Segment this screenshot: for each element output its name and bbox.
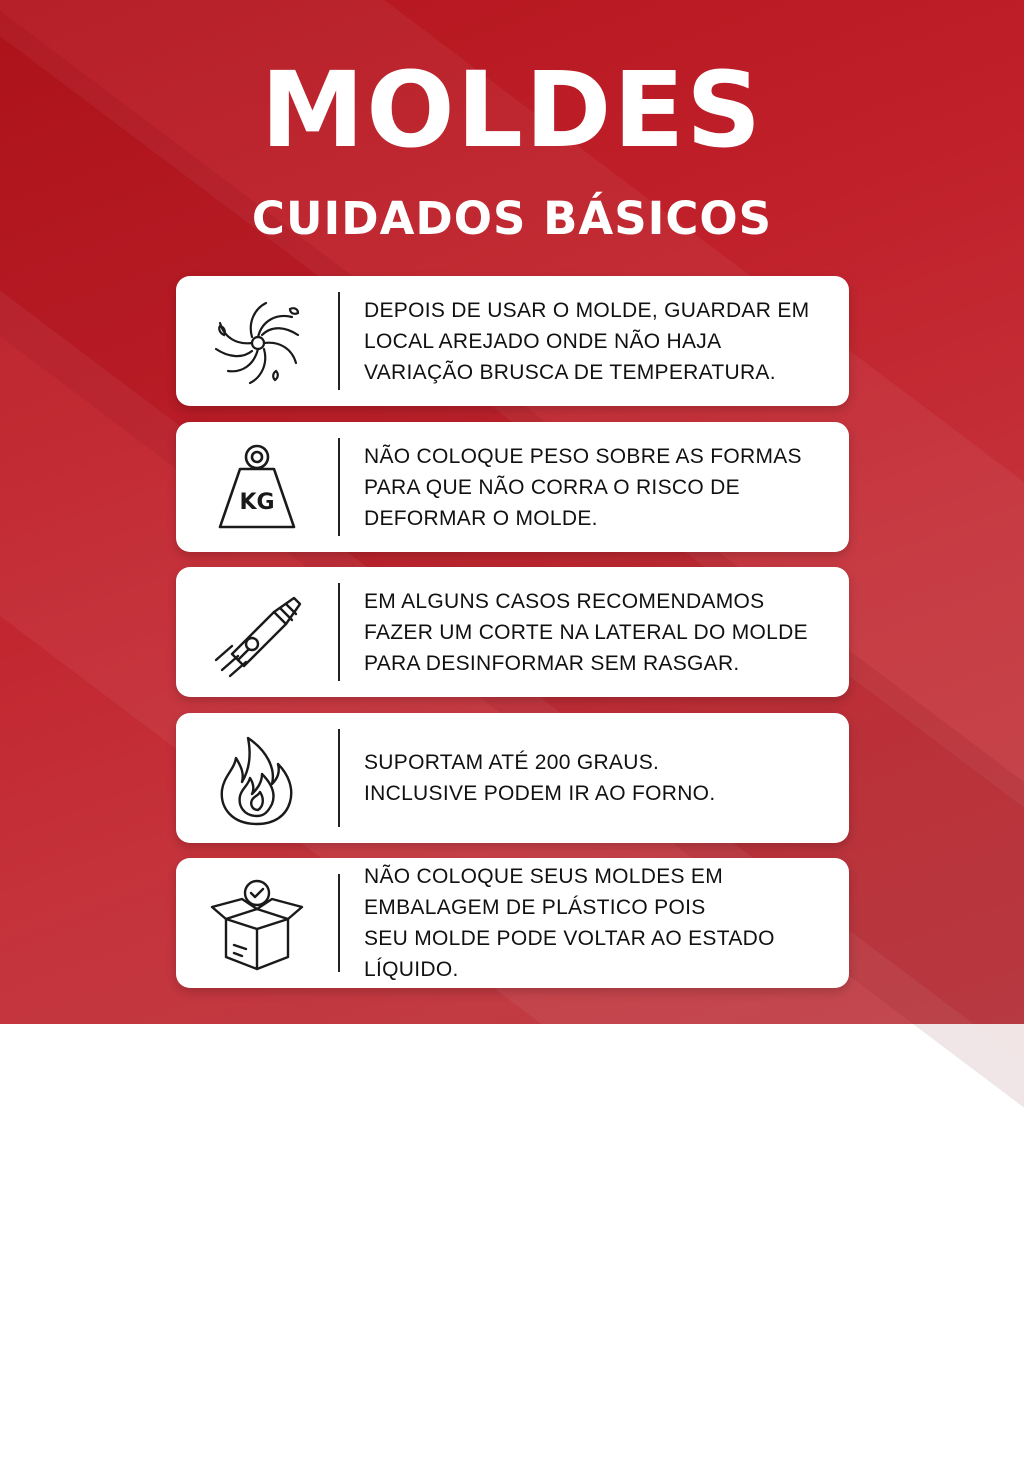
card-text-line: SUPORTAM ATÉ 200 GRAUS.	[364, 751, 660, 774]
page-subtitle: CUIDADOS BÁSICOS	[251, 192, 773, 245]
ventilation-swirl-icon	[202, 291, 312, 391]
card-divider	[338, 874, 340, 972]
card-text-line: NÃO COLOQUE SEUS MOLDES EM	[364, 865, 724, 888]
page-title: MOLDES	[260, 49, 764, 171]
utility-knife-icon	[202, 582, 312, 682]
card-text-line: NÃO COLOQUE PESO SOBRE AS FORMAS	[364, 444, 802, 468]
card-text-line: DEFORMAR O MOLDE.	[364, 506, 598, 530]
card-text-line: EMBALAGEM DE PLÁSTICO POIS	[364, 896, 706, 919]
care-card-packaging	[176, 858, 849, 988]
card-divider	[338, 292, 340, 390]
card-text-line: DEPOIS DE USAR O MOLDE, GUARDAR EM	[364, 298, 810, 322]
card-text-line: SEU MOLDE PODE VOLTAR AO ESTADO	[364, 927, 775, 950]
care-card-weight	[176, 422, 849, 552]
card-text-line: VARIAÇÃO BRUSCA DE TEMPERATURA.	[364, 360, 776, 384]
card-text	[364, 422, 834, 552]
card-text-line: PARA DESINFORMAR SEM RASGAR.	[364, 651, 740, 675]
care-card-heat	[176, 713, 849, 843]
care-card-storage	[176, 276, 849, 406]
card-text-line: EM ALGUNS CASOS RECOMENDAMOS	[364, 589, 765, 613]
card-text	[364, 858, 834, 988]
card-divider	[338, 438, 340, 536]
card-divider	[338, 583, 340, 681]
card-text	[364, 276, 834, 406]
card-divider	[338, 729, 340, 827]
card-text	[364, 567, 834, 697]
card-text-line: PARA QUE NÃO CORRA O RISCO DE	[364, 475, 740, 499]
card-text-line: LOCAL AREJADO ONDE NÃO HAJA	[364, 329, 722, 353]
flame-icon	[202, 728, 312, 828]
weight-label: KG	[239, 490, 275, 515]
card-text-line: FAZER UM CORTE NA LATERAL DO MOLDE	[364, 620, 808, 644]
weight-kg-icon	[202, 437, 312, 537]
card-text-line: INCLUSIVE PODEM IR AO FORNO.	[364, 782, 716, 805]
care-card-cut	[176, 567, 849, 697]
card-text	[364, 713, 834, 843]
card-text-line: LÍQUIDO.	[364, 958, 459, 981]
package-check-icon	[202, 873, 312, 973]
